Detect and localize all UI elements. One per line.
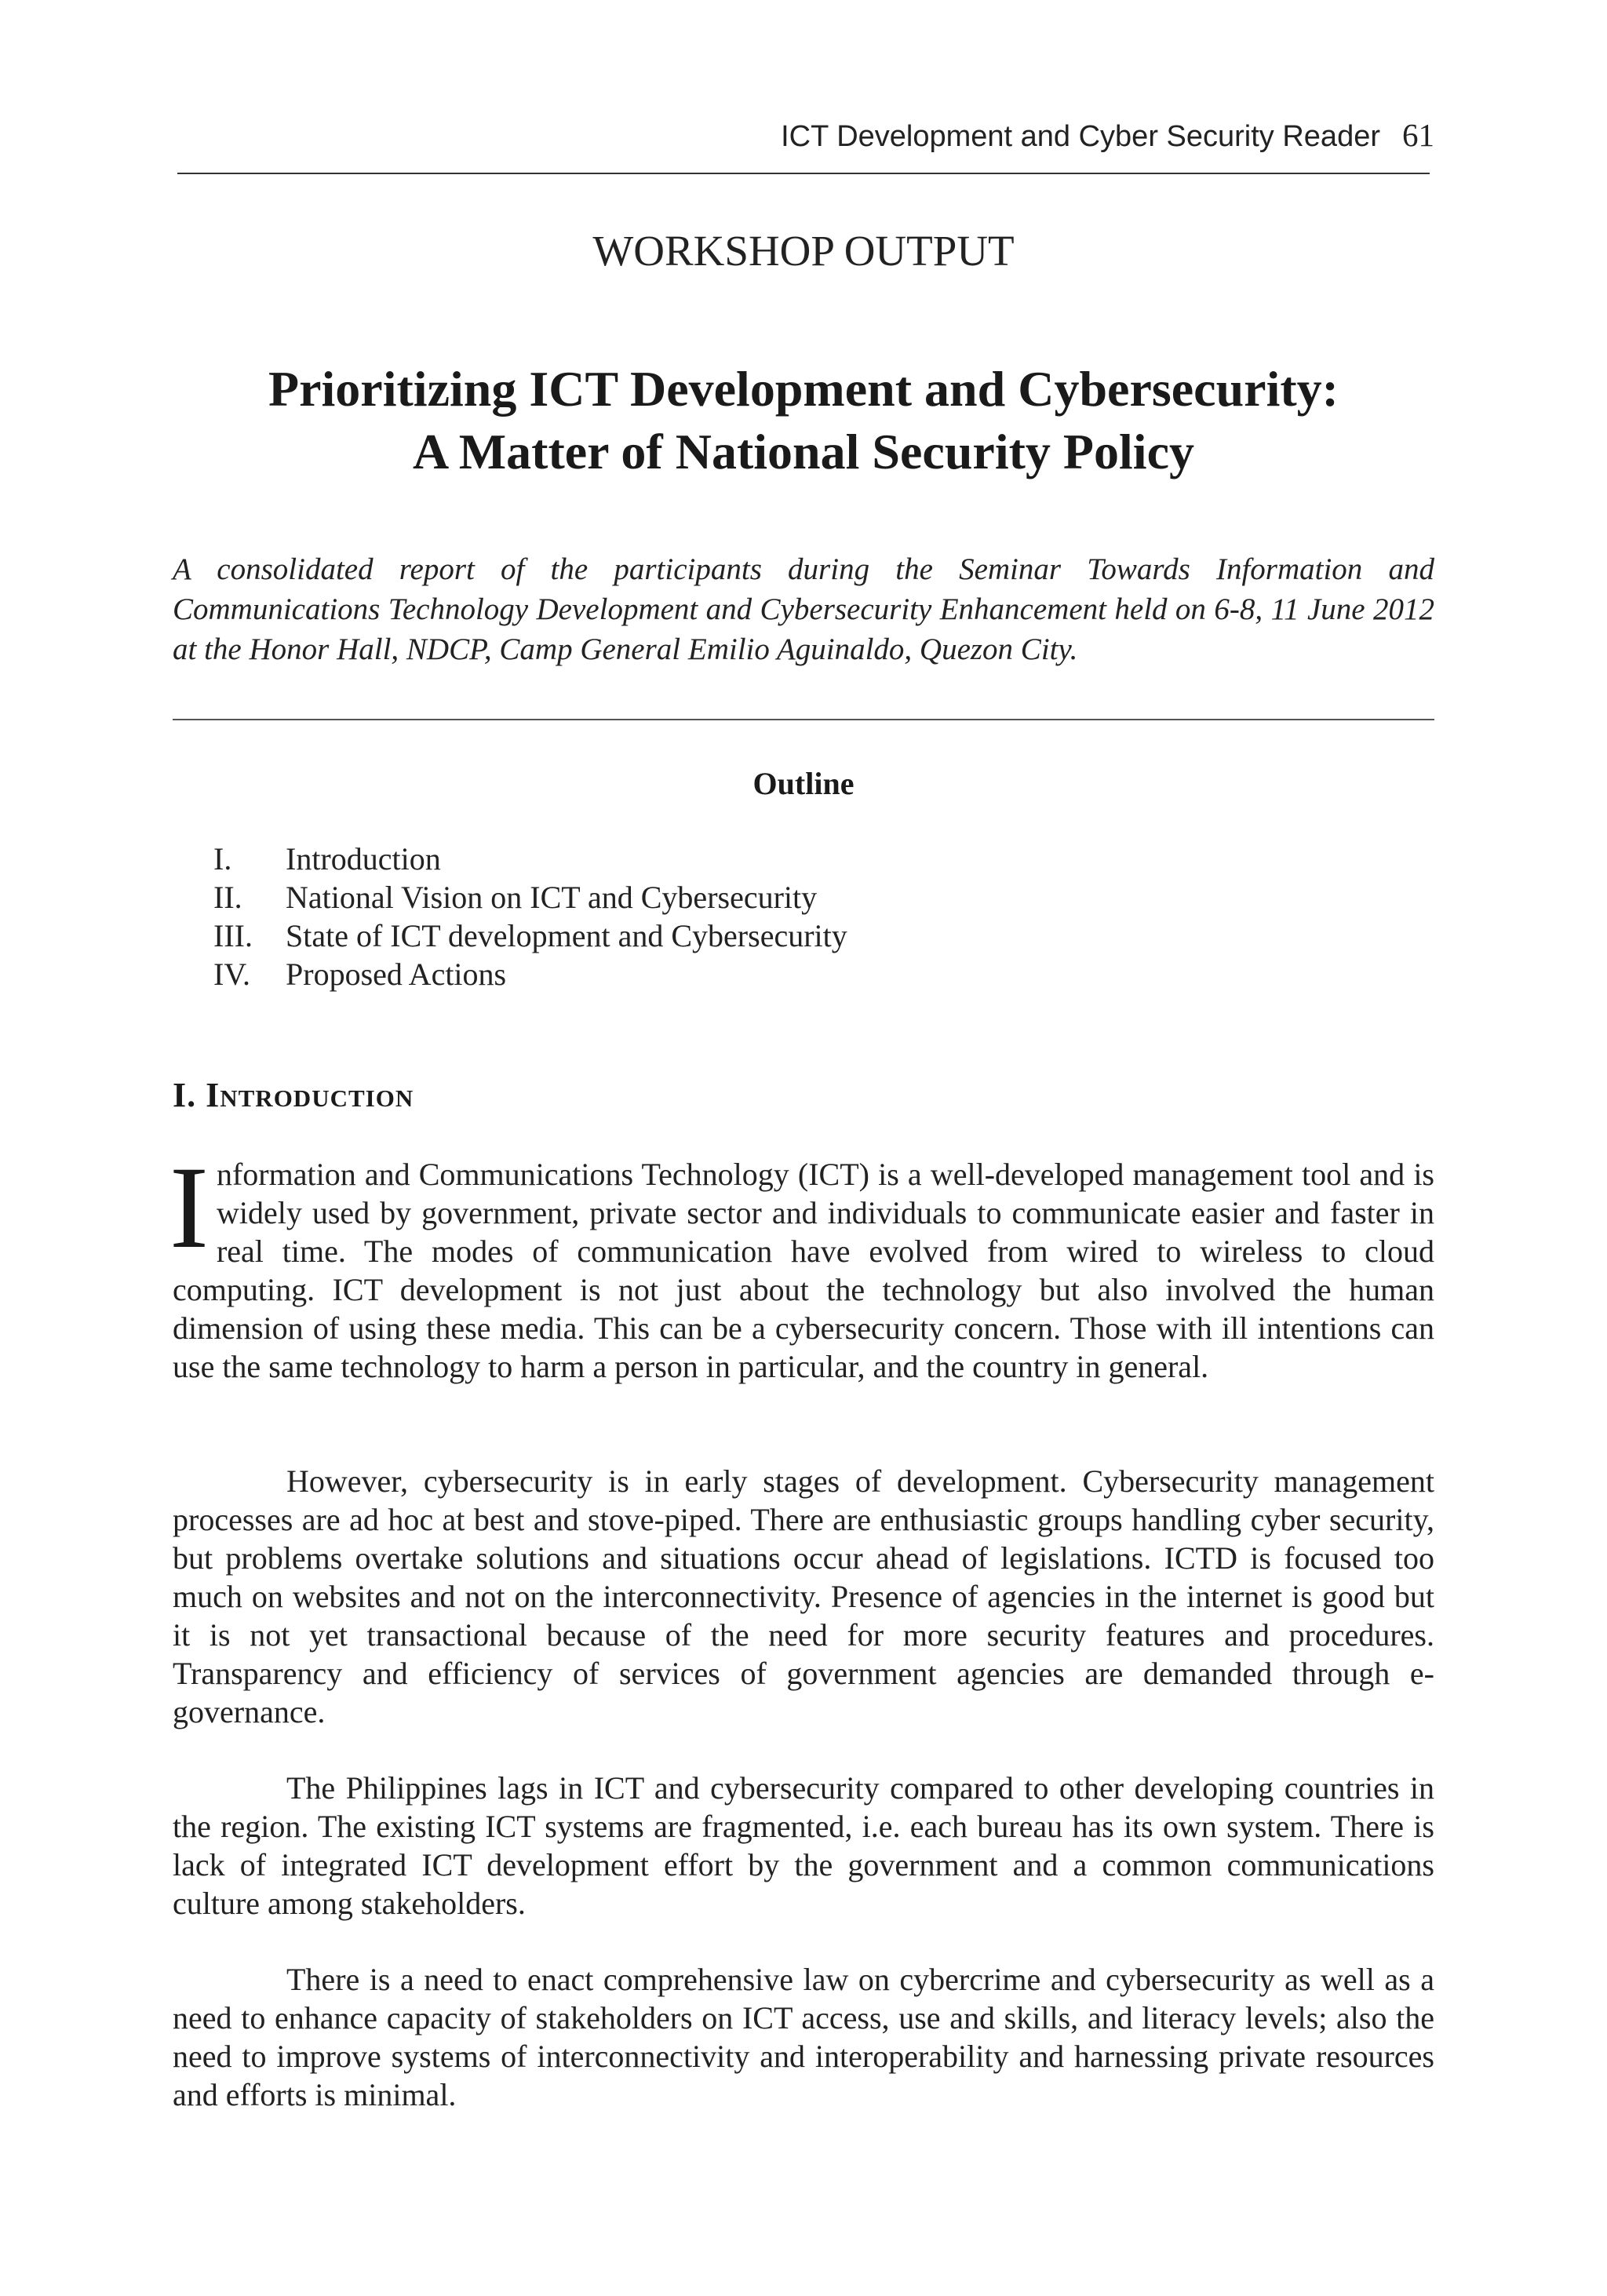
divider-rule [173,719,1434,720]
outline-item [213,840,847,878]
body-paragraph [173,1462,1434,1731]
body-paragraph [173,1769,1434,1922]
outline-item-number: I. [213,841,232,876]
lead-paragraph: A consolidated report of the participants during the Seminar Towards Information and Communications Technology Development and Cybersecurity Enhancement held on 6-8, 11 June 2012 at the Honor Hall, NDCP, Camp General Emilio Aguinaldo, Quezon City. [173,552,1434,666]
outline-item-label: National Vision on ICT and Cybersecurity [286,880,818,915]
body-paragraph [173,1960,1434,2114]
outline-item-number: II. [213,880,242,915]
page-title [173,358,1434,483]
paragraph-text: The Philippines lags in ICT and cybersecurity compared to other developing countries in the region. The existing ICT systems are fragmented, i.e. each bureau has its own system. There is lack of integrated ICT development effort by the government and a common communications culture among stakeholders. [173,1770,1434,1921]
title-line-1: Prioritizing ICT Development and Cybersecurity: [268,361,1339,417]
outline-heading: Outline [752,766,855,801]
document-page [169,0,1434,2296]
title-line-2: A Matter of National Security Policy [413,424,1194,479]
body-paragraph [169,1143,1434,1386]
paragraph-text: However, cybersecurity is in early stages of development. Cybersecurity management processes are ad hoc at best and stove-piped. There are enthusiastic groups handling cyber security, but problems overtake solutions and situations occur ahead of legislations. ICTD is focused too much on websites and not on the interconnectivity. Presence of agencies in the internet is good but it is not yet transactional because of the need for more security features and procedures. Transparency and efficiency of services of government agencies are demanded through e-governance. [173,1463,1434,1729]
outline-item-label: Introduction [286,841,441,876]
header-rule [177,173,1430,174]
outline-item-number: III. [213,918,253,953]
running-header [781,116,1434,154]
outline-item [213,955,847,993]
outline-item [213,878,847,917]
paragraph-text: nformation and Communications Technology (ICT) is a well-developed management tool and is widely used by government, private sector and individuals to communicate easier and faster in real time. The modes of communication have evolved from wired to wireless to cloud computing. ICT development is not just about the technology but also involved the human dimension of using these media. This can be a cybersecurity concern. Those with ill intentions can use the same technology to harm a person in particular, and the country in general. [173,1157,1434,1384]
drop-cap: I [169,1143,209,1273]
outline-item-label: Proposed Actions [286,957,507,992]
section-kicker: WORKSHOP OUTPUT [592,227,1015,275]
section-heading-introduction: I. Introduction [173,1076,414,1114]
running-title: ICT Development and Cyber Security Reader [781,120,1380,153]
page-number: 61 [1402,117,1434,153]
outline-item-label: State of ICT development and Cybersecurity [286,918,847,953]
outline-item [213,917,847,955]
outline-item-number: IV. [213,957,251,992]
outline-list [213,840,847,993]
paragraph-text: There is a need to enact comprehensive law on cybercrime and cybersecurity as well as a need to enhance capacity of stakeholders on ICT access, use and skills, and literacy levels; also the need to improve systems of interconnectivity and interoperability and harnessing private resources and efforts is minimal. [173,1962,1434,2112]
